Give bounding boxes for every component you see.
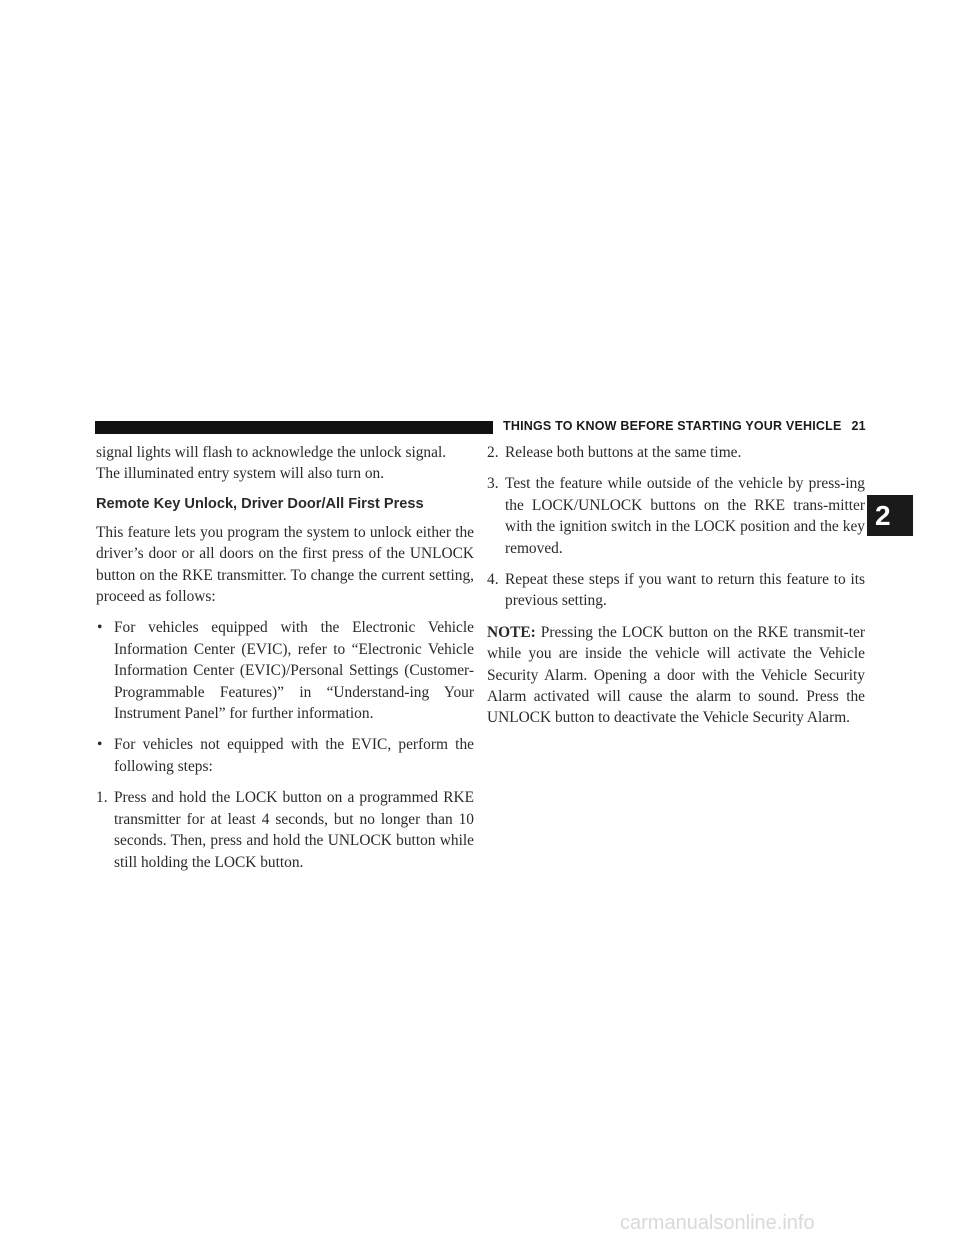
step-text: Test the feature while outside of the vehicle by press-ing the LOCK/UNLOCK buttons on the RKE trans-mitter with the ignition switch in the LOCK position and the key removed. xyxy=(505,475,865,557)
bullet-item xyxy=(96,734,474,777)
step-number: 2. xyxy=(487,444,499,461)
note-text: Pressing the LOCK button on the RKE transmit-ter while you are inside the vehicle will activate the Vehicle Security Alarm. Opening a door with the Vehicle Security Alarm activated will cause the alarm to sound. Press the UNLOCK button to deactivate the Vehicle Security Alarm. xyxy=(487,623,865,727)
intro-line-2: The illuminated entry system will also turn on. xyxy=(96,465,385,483)
bullet-item xyxy=(96,617,474,724)
note-paragraph xyxy=(487,622,865,729)
section-title: THINGS TO KNOW BEFORE STARTING YOUR VEHICLE xyxy=(503,419,842,433)
note-label: NOTE: xyxy=(487,623,536,641)
step-text: Repeat these steps if you want to return this feature to its previous setting. xyxy=(505,571,865,610)
body-paragraph: This feature lets you program the system to unlock either the driver’s door or all doors on the first press of the UNLOCK button on the RKE transmitter. To change the current setting, proceed as follows: xyxy=(96,523,474,606)
step-item xyxy=(487,442,865,463)
running-header xyxy=(503,419,871,433)
watermark: carmanualsonline.info xyxy=(620,1212,815,1234)
step-number: 1. xyxy=(96,789,108,807)
bullet-marker: • xyxy=(97,736,103,754)
bullet-marker: • xyxy=(97,619,103,637)
chapter-tab: 2 xyxy=(867,495,913,536)
header-rule-bar xyxy=(95,421,493,434)
bullet-text: For vehicles not equipped with the EVIC, perform the following steps: xyxy=(114,736,474,775)
intro-paragraph xyxy=(96,442,474,485)
page-number: 21 xyxy=(851,419,866,433)
step-number: 3. xyxy=(487,475,499,493)
section-heading: Remote Key Unlock, Driver Door/All First Press xyxy=(96,495,424,512)
right-column xyxy=(487,442,865,739)
bullet-text: For vehicles equipped with the Electronic Vehicle Information Center (EVIC), refer to “Electronic Vehicle Information Center (EVIC)/Personal Settings (Customer-Programmable Features)” in “Understand-ing Your Instrument Panel” for further information. xyxy=(114,619,474,723)
step-item xyxy=(487,569,865,612)
step-number: 4. xyxy=(487,571,499,589)
step-text: Release both buttons at the same time. xyxy=(505,444,742,461)
step-item xyxy=(96,787,474,873)
step-text: Press and hold the LOCK button on a programmed RKE transmitter for at least 4 seconds, but no longer than 10 seconds. Then, press and hold the UNLOCK button while still holding the LOCK button. xyxy=(114,789,474,871)
intro-line-1: signal lights will flash to acknowledge the unlock signal. xyxy=(96,444,447,461)
step-item xyxy=(487,473,865,559)
left-column xyxy=(96,442,474,883)
